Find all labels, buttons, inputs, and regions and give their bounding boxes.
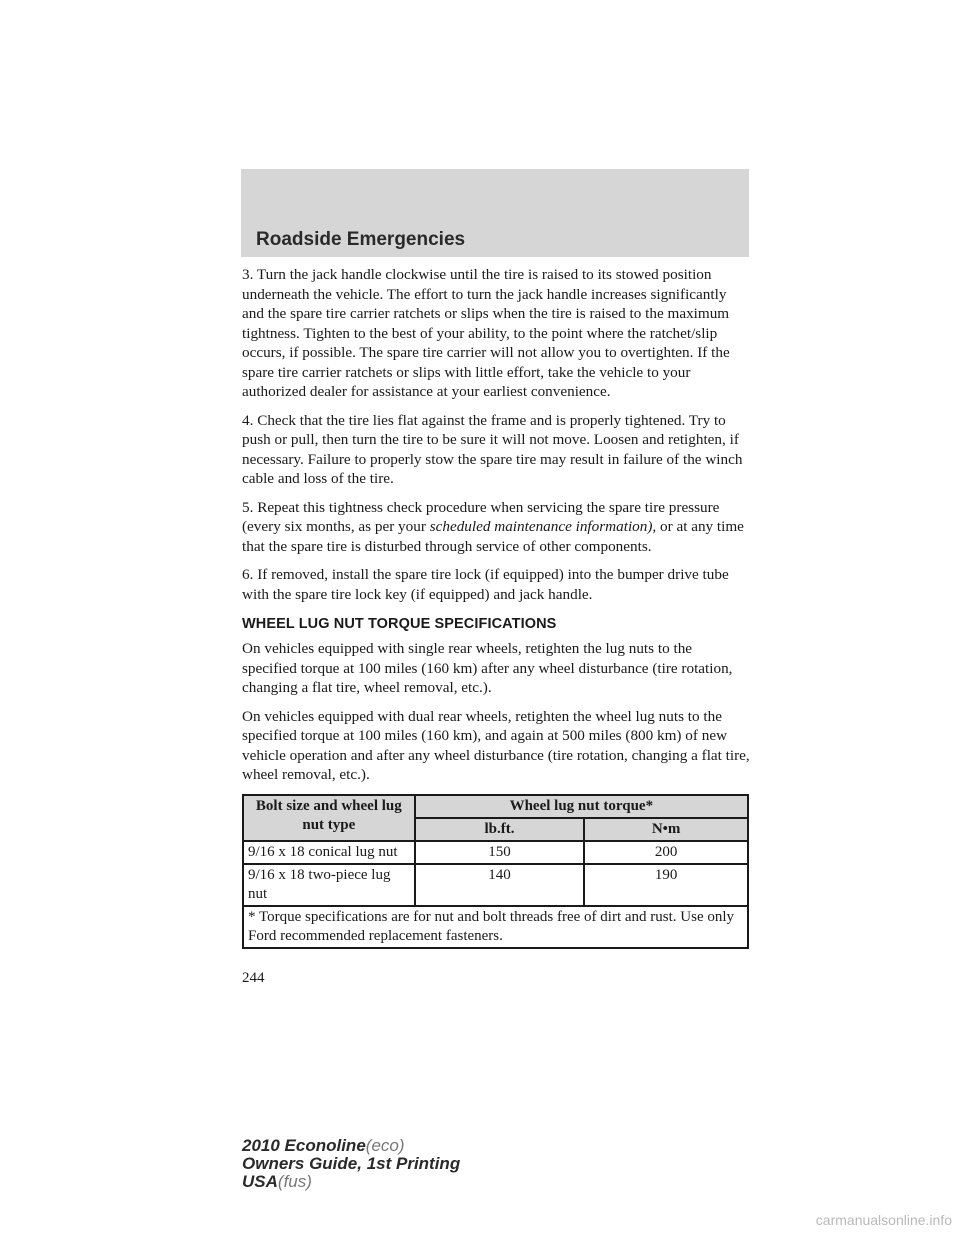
nm-value-cell: 200 <box>584 841 748 864</box>
page-content <box>242 265 750 949</box>
torque-spec-heading: WHEEL LUG NUT TORQUE SPECIFICATIONS <box>242 616 557 632</box>
torque-table <box>242 794 749 949</box>
maintenance-reference: scheduled maintenance information), <box>429 518 657 535</box>
table-row <box>243 864 748 906</box>
footer-edition: Owners Guide, 1st Printing <box>242 1154 461 1173</box>
footer-model-code: (eco) <box>365 1136 405 1155</box>
unit-nm-header: N•m <box>584 818 748 841</box>
nm-value-cell: 190 <box>584 864 748 906</box>
dual-rear-wheels-paragraph: On vehicles equipped with dual rear wheels, retighten the wheel lug nuts to the specified torque at 100 miles (160 km), and again at 500 miles (800 km) of new vehicle operation and after any wheel disturbance (tire rotation, changing a flat tire, wheel removal, etc.). <box>242 707 750 783</box>
bolt-size-header: Bolt size and wheel lug nut type <box>243 795 415 841</box>
lbft-value-cell: 150 <box>415 841 585 864</box>
step-6-paragraph: 6. If removed, install the spare tire lock (if equipped) into the bumper drive tube with the spare tire lock key (if equipped) and jack handle. <box>242 566 729 603</box>
single-rear-wheels-paragraph: On vehicles equipped with single rear wheels, retighten the lug nuts to the specified torque at 100 miles (160 km) after any wheel disturbance (tire rotation, changing a flat tire, wheel removal, etc.). <box>242 640 733 696</box>
step-3-paragraph: 3. Turn the jack handle clockwise until the tire is raised to its stowed position underneath the vehicle. The effort to turn the jack handle increases significantly and the spare tire carrier ratchets or slips when the tire is raised to the maximum tightness. Tighten to the best of your ability, to the point where the ratchet/slip occurs, if possible. The spare tire carrier will not allow you to overtighten. If the spare tire carrier ratchets or slips with little effort, take the vehicle to your authorized dealer for assistance at your earliest convenience. <box>242 266 730 400</box>
step-4-paragraph: 4. Check that the tire lies flat against the frame and is properly tightened. Try to push or pull, then turn the tire to be sure it will not move. Loosen and retighten, if necessary. Failure to properly stow the spare tire may result in failure of the winch cable and loss of the tire. <box>242 411 743 487</box>
lug-nut-type-cell: 9/16 x 18 conical lug nut <box>243 841 415 864</box>
footer-model: 2010 Econoline <box>242 1136 366 1155</box>
section-title: Roadside Emergencies <box>256 229 466 250</box>
torque-header: Wheel lug nut torque* <box>415 795 748 818</box>
step-5-text-pre: 5. Repeat this tightness check procedure when servicing the spare tire pressure (every six months, as per your <box>242 498 720 535</box>
unit-lbft-header: lb.ft. <box>415 818 585 841</box>
footer-market: USA <box>242 1172 278 1191</box>
page-number: 244 <box>242 970 265 986</box>
step-5-paragraph <box>242 498 750 557</box>
document-footer <box>242 1137 460 1191</box>
site-watermark: carmanualsonline.info <box>815 1212 952 1228</box>
lbft-value-cell: 140 <box>415 864 585 906</box>
step-5-text-post: or at any time that the spare tire is disturbed through service of other components. <box>242 518 744 555</box>
footer-market-code: (fus) <box>277 1172 312 1191</box>
table-row <box>243 841 748 864</box>
lug-nut-type-cell: 9/16 x 18 two-piece lug nut <box>243 864 415 906</box>
table-footnote: * Torque specifications are for nut and bolt threads free of dirt and rust. Use only Ford recommended replacement fasteners. <box>243 906 748 948</box>
